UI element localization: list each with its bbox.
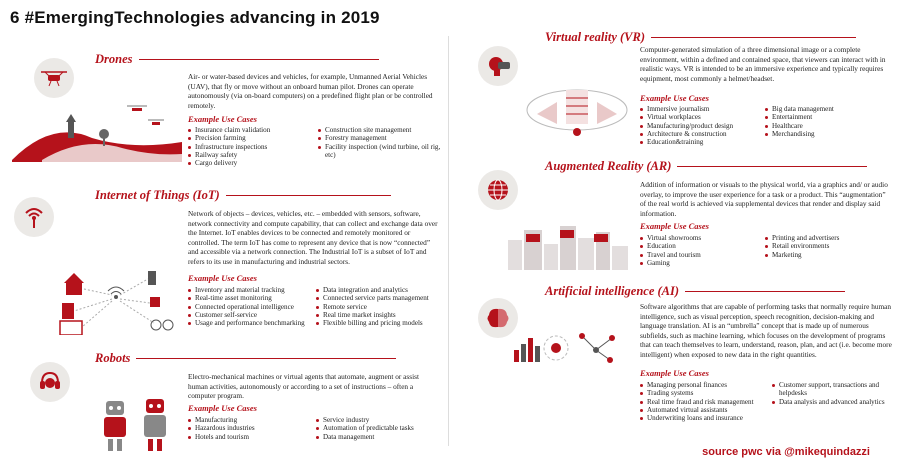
list-item: Service industry bbox=[316, 416, 446, 424]
list-item: Connected operational intelligence bbox=[188, 303, 320, 311]
use-case-list bbox=[188, 416, 318, 441]
list-item: Automated virtual assistants bbox=[640, 406, 770, 414]
use-case-list bbox=[316, 286, 446, 327]
use-cases-heading: Example Use Cases bbox=[640, 221, 709, 231]
list-item: Healthcare bbox=[765, 122, 890, 130]
use-cases-heading: Example Use Cases bbox=[188, 273, 257, 283]
list-item: Retail environments bbox=[765, 242, 890, 250]
list-item: Travel and tourism bbox=[640, 251, 765, 259]
list-item: Virtual workplaces bbox=[640, 113, 765, 121]
list-item: Virtual showrooms bbox=[640, 234, 765, 242]
section-description: Electro-mechanical machines or virtual agents that automate, augment or assist human activities, autonomously or according to a set of instructions – often a computer program. bbox=[188, 372, 419, 400]
section-title: Artificial intelligence (AI) bbox=[545, 284, 680, 298]
list-item: Facility inspection (wind turbine, oil rig, etc) bbox=[318, 143, 443, 160]
use-cases-heading: Example Use Cases bbox=[188, 403, 257, 413]
list-item: Real-time asset monitoring bbox=[188, 294, 320, 302]
list-item: Underwriting loans and insurance bbox=[640, 414, 770, 422]
list-item: Automation of predictable tasks bbox=[316, 424, 446, 432]
wifi-antenna-icon bbox=[14, 197, 54, 237]
list-item: Merchandising bbox=[765, 130, 890, 138]
globe-icon bbox=[478, 170, 518, 210]
list-item: Forestry management bbox=[318, 134, 443, 142]
list-item: Entertainment bbox=[765, 113, 890, 121]
vr-headset-icon bbox=[478, 46, 518, 86]
section-title: Augmented Reality (AR) bbox=[545, 159, 672, 173]
use-case-list bbox=[318, 126, 443, 159]
list-item: Trading systems bbox=[640, 389, 770, 397]
iot-devices-illustration bbox=[56, 265, 176, 335]
section-title: Internet of Things (IoT) bbox=[95, 188, 220, 202]
section-description: Software algorithms that are capable of performing tasks that normally require human intelligence, such as visual perception, speech recognition, decision-making and language translation. AI is an “umbrella” concept that is made up of numerous subfields, such as machine learning, which focuses on the development of programs that can teach themselves to learn, understand, reason, plan, and act (i.e. become more intelligent) when exposed to new data in the right quantities. bbox=[640, 302, 892, 359]
list-item: Cargo delivery bbox=[188, 159, 318, 167]
list-item: Usage and performance benchmarking bbox=[188, 319, 320, 327]
vr-environment-illustration bbox=[522, 80, 632, 140]
list-item: Remote service bbox=[316, 303, 446, 311]
use-cases-heading: Example Use Cases bbox=[188, 114, 257, 124]
ai-charts-illustration bbox=[512, 330, 622, 364]
section-description: Addition of information or visuals to the physical world, via a graphics and/ or audio overlay, to improve the user experience for a task or a product. This “augmentation” of the real world is achieved via supplemental devices that render and display said information. bbox=[640, 180, 888, 218]
robot-head-icon bbox=[30, 362, 70, 402]
list-item: Insurance claim validation bbox=[188, 126, 318, 134]
list-item: Connected service parts management bbox=[316, 294, 446, 302]
use-case-list bbox=[640, 105, 765, 146]
list-item: Flexible billing and pricing models bbox=[316, 319, 446, 327]
use-case-list bbox=[316, 416, 446, 441]
list-item: Real time market insights bbox=[316, 311, 446, 319]
list-item: Real time fraud and risk management bbox=[640, 398, 770, 406]
source-credit: source pwc via @mikequindazzi bbox=[702, 446, 870, 458]
list-item: Railway safety bbox=[188, 151, 318, 159]
list-item: Customer self-service bbox=[188, 311, 320, 319]
list-item: Inventory and material tracking bbox=[188, 286, 320, 294]
section-description: Network of objects – devices, vehicles, etc. – embedded with sensors, software, network connectivity and compute capability, that can collect and exchange data over the Internet. IoT enables devices to be connected and remotely monitored or controlled. The term IoT has come to represent any device that is now “connected” and accessible via a network connection. The Industrial IoT is a subset of IoT and refers to its use in manufacturing and industrial sectors. bbox=[188, 209, 438, 266]
section-title: Drones bbox=[95, 52, 133, 66]
use-case-list bbox=[772, 381, 892, 406]
list-item: Manufacturing/product design bbox=[640, 122, 765, 130]
list-item: Big data management bbox=[765, 105, 890, 113]
city-skyline-illustration bbox=[508, 220, 628, 270]
robots-illustration bbox=[96, 395, 180, 455]
list-item: Infrastructure inspections bbox=[188, 143, 318, 151]
list-item: Architecture & construction bbox=[640, 130, 765, 138]
list-item: Data management bbox=[316, 433, 446, 441]
page-title: 6 #EmergingTechnologies advancing in 2019 bbox=[10, 8, 380, 27]
list-item: Education bbox=[640, 242, 765, 250]
list-item: Printing and advertisers bbox=[765, 234, 890, 242]
list-item: Precision farming bbox=[188, 134, 318, 142]
use-cases-heading: Example Use Cases bbox=[640, 93, 709, 103]
use-case-list bbox=[640, 234, 765, 267]
landscape-illustration bbox=[12, 100, 182, 162]
use-cases-heading: Example Use Cases bbox=[640, 368, 709, 378]
section-title: Robots bbox=[95, 351, 131, 365]
list-item: Data analysis and advanced analytics bbox=[772, 398, 892, 406]
use-case-list bbox=[188, 286, 320, 327]
list-item: Manufacturing bbox=[188, 416, 318, 424]
list-item: Customer support, transactions and helpdesks bbox=[772, 381, 892, 398]
use-case-list bbox=[765, 234, 890, 259]
use-case-list bbox=[188, 126, 318, 167]
list-item: Gaming bbox=[640, 259, 765, 267]
section-description: Air- or water-based devices and vehicles, for example, Unmanned Aerial Vehicles (UAV), that fly or move without an onboard human pilot. Drones can operate autonomously (via on-board computers) on a predefined flight plan or be controlled remotely. bbox=[188, 72, 433, 110]
use-case-list bbox=[765, 105, 890, 138]
list-item: Construction site management bbox=[318, 126, 443, 134]
drone-icon bbox=[34, 58, 74, 98]
section-title: Virtual reality (VR) bbox=[545, 30, 646, 44]
list-item: Hazardous industries bbox=[188, 424, 318, 432]
use-case-list bbox=[640, 381, 770, 422]
list-item: Data integration and analytics bbox=[316, 286, 446, 294]
section-description: Computer-generated simulation of a three dimensional image or a complete environment, within a defined and contained space, that viewers can interact with in realistic ways. VR is intended to be an immersive experience and typically requires equipment, most commonly a helmet/headset. bbox=[640, 45, 886, 83]
list-item: Managing personal finances bbox=[640, 381, 770, 389]
list-item: Marketing bbox=[765, 251, 890, 259]
list-item: Immersive journalism bbox=[640, 105, 765, 113]
column-divider bbox=[448, 36, 449, 446]
list-item: Hotels and tourism bbox=[188, 433, 318, 441]
list-item: Education&training bbox=[640, 138, 765, 146]
